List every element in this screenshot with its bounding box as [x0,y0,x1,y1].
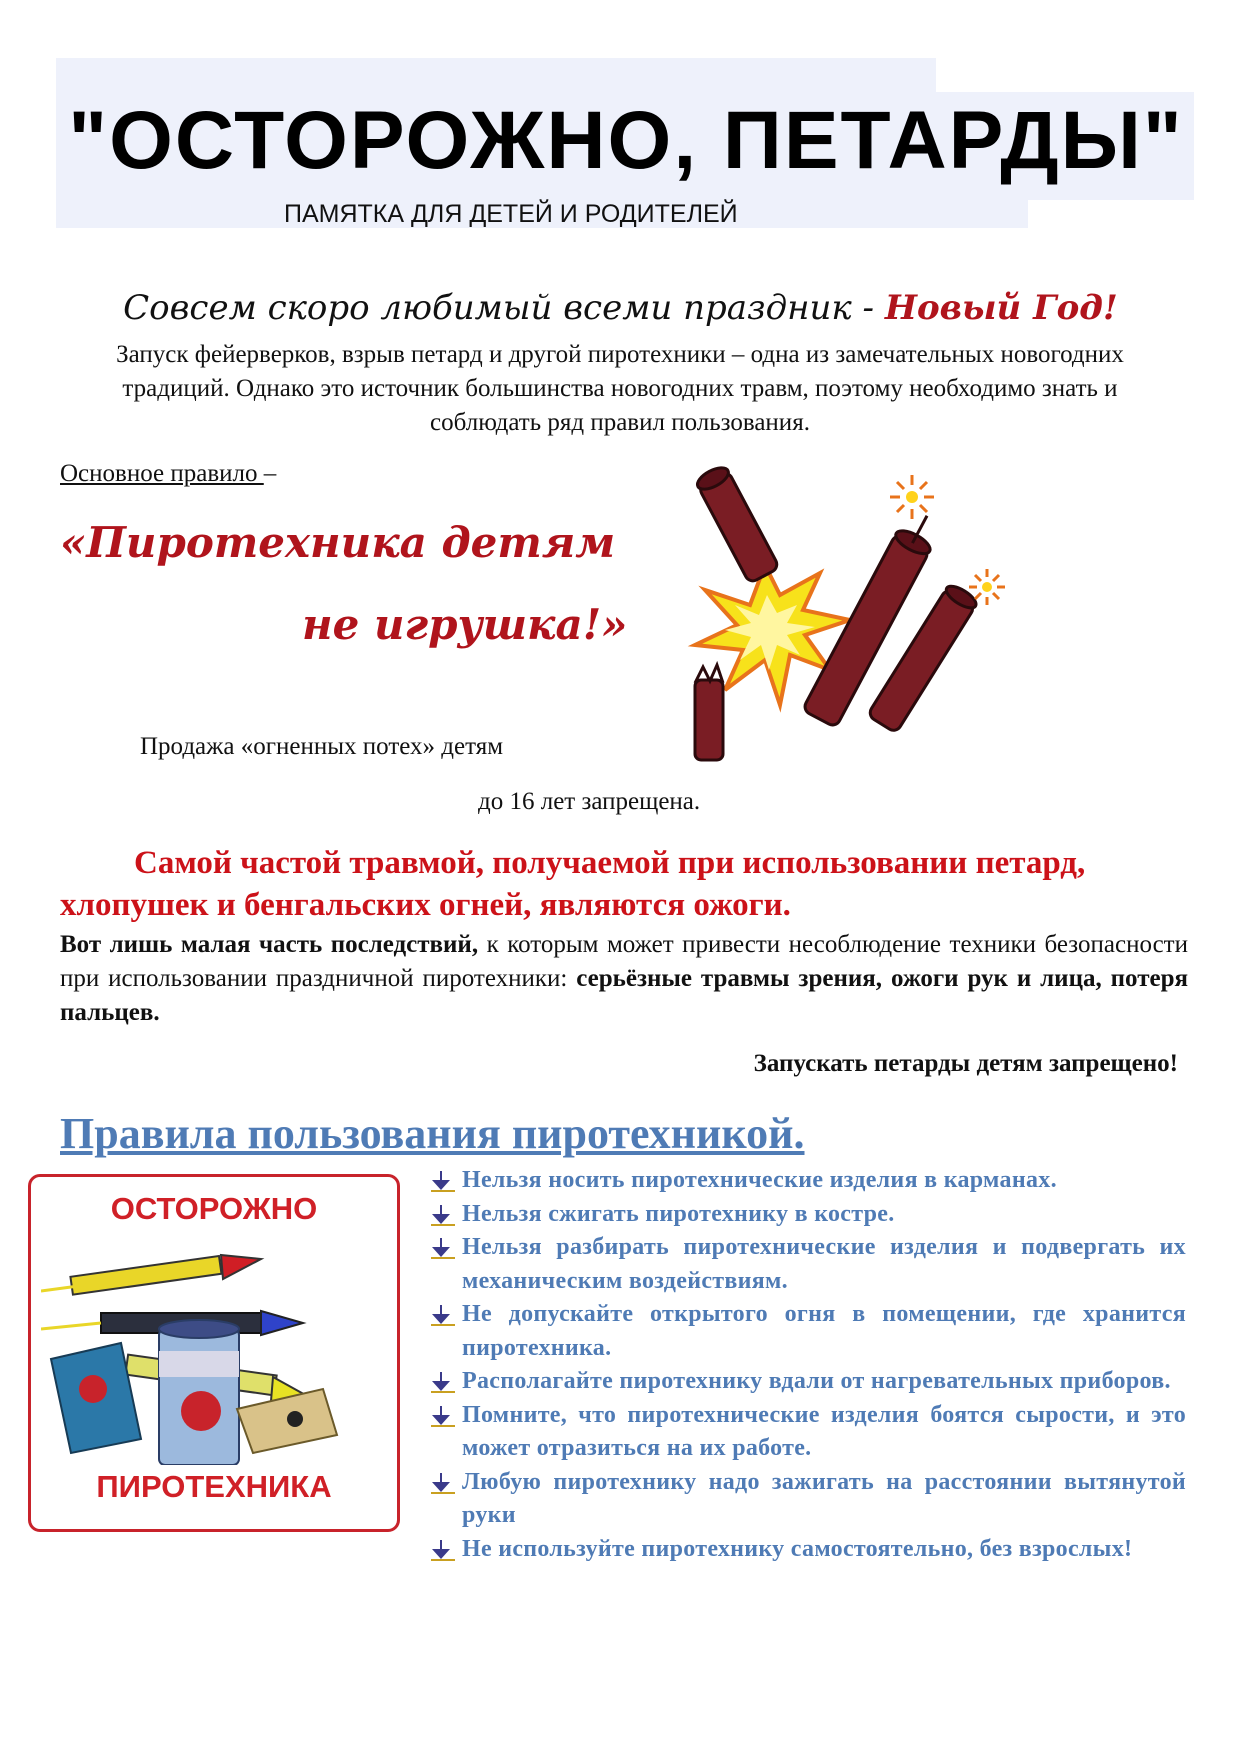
intro-paragraph: Запуск фейерверков, взрыв петард и другой пиротехники – одна из замечательных новогодних традиций. Однако это источник большинства новогодних травм, поэтому необходимо знать и соблюдать ряд правил пользования. [116,341,1124,436]
sale-text-line-2: до 16 лет запрещена. [478,788,701,815]
page-title: "ОСТОРОЖНО, ПЕТАРДЫ" [68,95,1184,186]
header-background-corner [936,200,1028,228]
rules-list [428,1164,1186,1566]
list-item [428,1298,1186,1365]
forbidden-statement: Запускать петарды детям запрещено! [753,1050,1178,1077]
arrow-down-bullet-icon [430,1405,456,1427]
main-rule-dash: – [263,460,277,487]
rule-text: Не допускайте открытого огня в помещении, где хранится пиротехника. [462,1301,1186,1361]
firecrackers-illustration [655,455,1055,765]
list-item [428,1533,1186,1567]
rules-heading: Правила пользования пиротехникой. [60,1109,805,1158]
rule-text: Любую пиротехнику надо зажигать на расстоянии вытянутой руки [462,1468,1186,1528]
sale-text-line-1: Продажа «огненных потех» детям [140,733,504,760]
rule-text: Нельзя разбирать пиротехнические изделия и подвергать их механическим воздействиям. [462,1234,1186,1294]
poster-bottom-text: ПИРОТЕХНИКА [96,1469,332,1504]
injury-warning: Самой частой травмой, получаемой при использовании петард, хлопушек и бенгальских огней, являются ожоги. [60,845,1086,923]
arrow-down-bullet-icon [430,1304,456,1326]
consequences-tail: серьёзные травмы зрения, ожоги рук и лица, потеря пальцев. [60,965,1189,1026]
new-year-text: Новый Год! [884,288,1118,328]
pyrotechnics-products-image [41,1239,387,1465]
consequences-paragraph [60,928,1188,1030]
consequences-middle: к которым может привести несоблюдение техники безопасности при использовании праздничной пиротехники: [60,931,1188,992]
arrow-down-bullet-icon [430,1237,456,1259]
list-item [428,1365,1186,1399]
slogan-line-1: «Пиротехника детям [60,518,616,567]
poster-top-text: ОСТОРОЖНО [110,1191,318,1226]
slogan-line-2: не игрушка!» [302,600,628,649]
list-item [428,1466,1186,1533]
list-item [428,1231,1186,1298]
main-rule-label [60,460,276,488]
arrow-down-bullet-icon [430,1371,456,1393]
arrow-down-bullet-icon [430,1539,456,1561]
arrow-down-bullet-icon [430,1472,456,1494]
arrow-down-bullet-icon [430,1170,456,1192]
rule-text: Не используйте пиротехнику самостоятельно, без взрослых! [462,1535,1133,1562]
consequences-lead: Вот лишь малая часть последствий, [60,931,479,958]
list-item [428,1164,1186,1198]
intro-heading [0,288,1241,328]
list-item [428,1198,1186,1232]
rule-text: Располагайте пиротехнику вдали от нагревательных приборов. [462,1368,1171,1394]
page-subtitle: ПАМЯТКА ДЛЯ ДЕТЕЙ И РОДИТЕЛЕЙ [284,200,738,228]
intro-heading-text: Совсем скоро любимый всеми праздник - [123,288,885,328]
firework-can-icon [159,1320,239,1465]
rule-text: Нельзя носить пиротехнические изделия в карманах. [462,1167,1057,1193]
firework-crate-icon [237,1389,337,1453]
main-rule-label-text: Основное правило [60,460,264,487]
rule-text: Нельзя сжигать пиротехнику в костре. [462,1200,895,1227]
pyrotechnics-warning-poster [28,1174,400,1532]
arrow-down-bullet-icon [430,1204,456,1226]
rule-text: Помните, что пиротехнические изделия боятся сырости, и это может отразиться на их работе. [462,1401,1186,1461]
list-item [428,1399,1186,1466]
